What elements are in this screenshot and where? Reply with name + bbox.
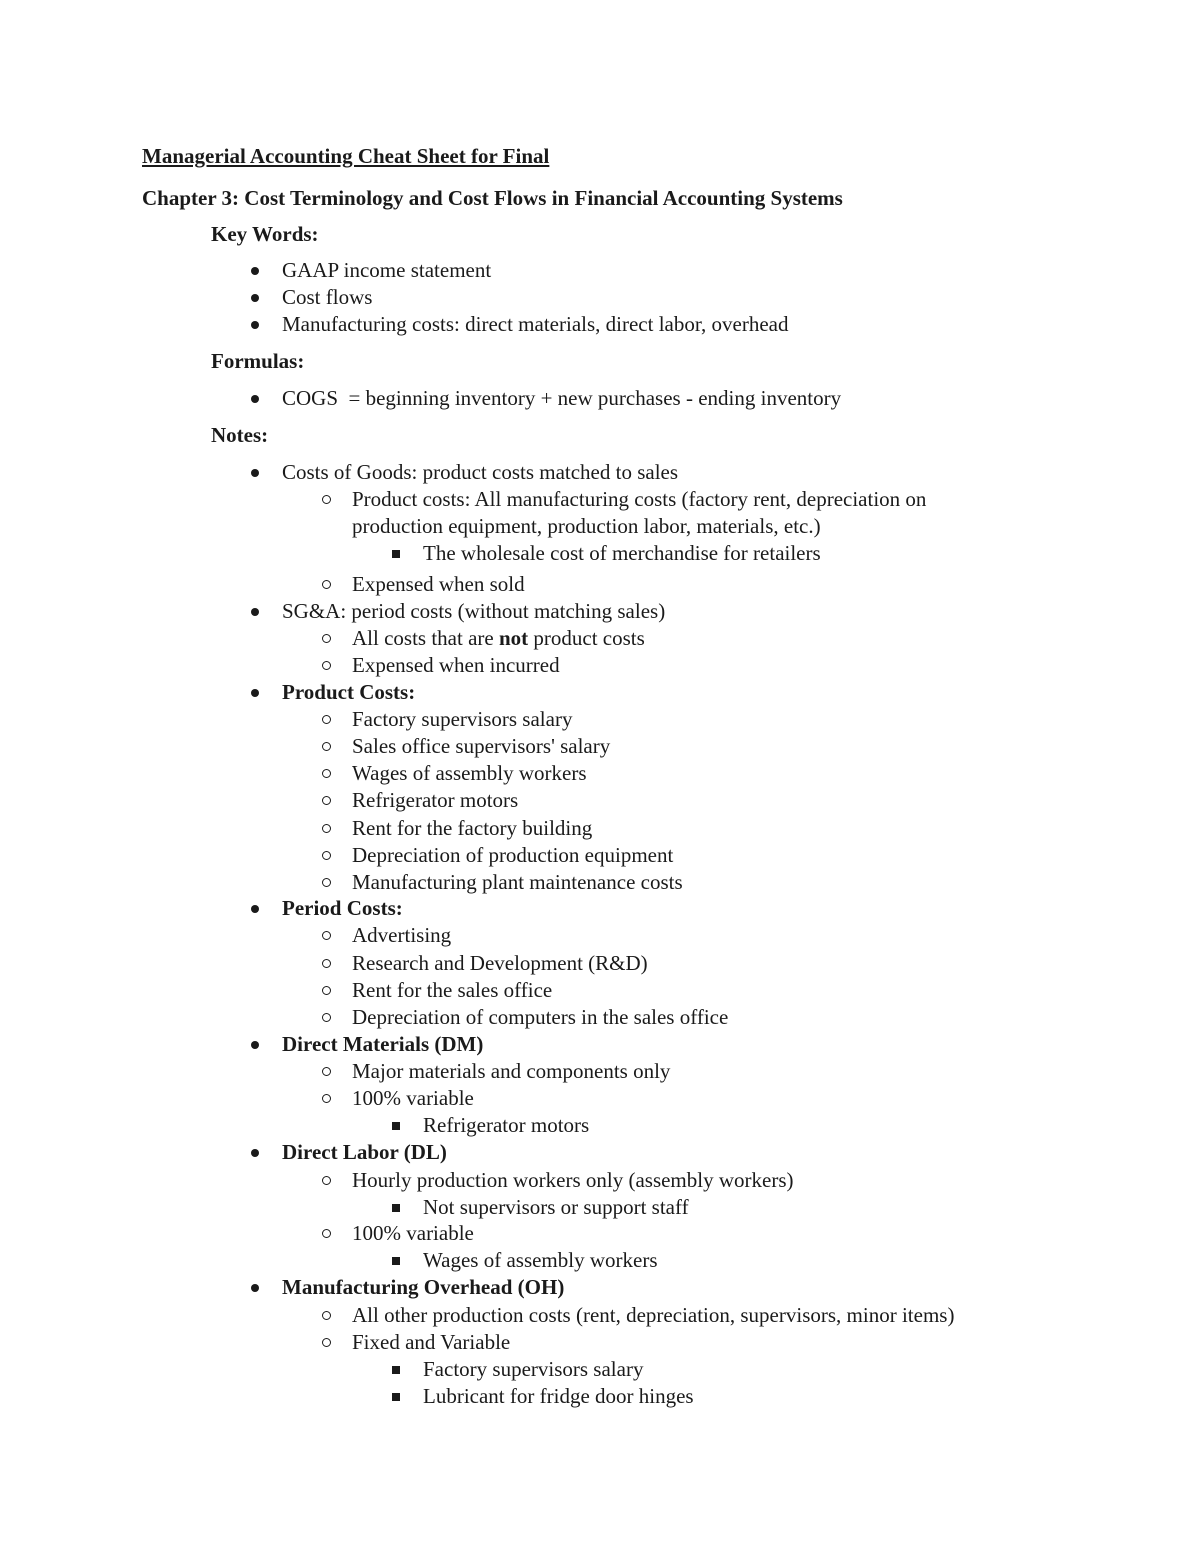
bullet-circle-icon bbox=[316, 950, 336, 977]
bullet-circle-icon bbox=[316, 1085, 336, 1112]
bullet-dot-icon bbox=[245, 284, 265, 311]
bullet-dot-icon bbox=[245, 385, 265, 412]
key-words-heading: Key Words: bbox=[211, 222, 319, 246]
bullet-circle-icon bbox=[316, 652, 336, 679]
bullet-dot-icon bbox=[245, 1139, 265, 1166]
bullet-square-icon bbox=[386, 1383, 406, 1410]
bullet-circle-icon bbox=[316, 625, 336, 652]
bullet-dot-icon bbox=[245, 598, 265, 625]
bullet-circle-icon bbox=[316, 869, 336, 896]
bullet-circle-icon bbox=[316, 977, 336, 1004]
bullet-square-icon bbox=[386, 1194, 406, 1221]
document-title: Managerial Accounting Cheat Sheet for Final bbox=[142, 144, 550, 168]
notes-heading: Notes: bbox=[211, 423, 269, 447]
bullet-square-icon bbox=[386, 1247, 406, 1274]
document-page: Managerial Accounting Cheat Sheet for Final Chapter 3: Cost Terminology and Cost Flows in Financial Accounting Systems Key Words: GAAP income statement Cost flows Manufacturing costs: direct materials, direct labor, overhead Formulas: COGS = beginning inventory + new purchases - ending inventory Notes: Costs of Goods: product costs matched to sales Product costs: All manufacturing costs (factory rent, depreciation on production equipment, production labor, materials, etc.) The wholesale cost of merchandise for retailers Expensed when sold SG&A: period costs (without matching sales) All costs that are not product costs Expensed when incurred Product Costs: Factory supervisors salary Sales office supervisors' salary Wages of assembly workers Refrigerator motors Rent for the factory building Depreciation of production equipment Manufacturing plant maintenance costs Period Costs: Advertising Research and Development (R&D) Rent for the sales office Depreciation of computers in the sales office Direct Materials (DM) Major materials and components only 100% variable Refrigerator motors Direct Labor (DL) Hourly production workers only (assembly workers) Not supervisors or support staff 100% variable Wages of assembly workers Manufacturing Overhead (OH) All other production costs (rent, depreciation, supervisors, minor items) Fixed and Variable Factory supervisors salary Lubricant for fridge door hinges bbox=[142, 144, 955, 1408]
bullet-dot-icon bbox=[245, 311, 265, 338]
bullet-circle-icon bbox=[316, 922, 336, 949]
bullet-circle-icon bbox=[316, 486, 336, 513]
bullet-dot-icon bbox=[245, 257, 265, 284]
bullet-circle-icon bbox=[316, 815, 336, 842]
bullet-circle-icon bbox=[316, 787, 336, 814]
bullet-circle-icon bbox=[316, 842, 336, 869]
bullet-square-icon bbox=[386, 540, 406, 567]
bullet-dot-icon bbox=[245, 1274, 265, 1301]
bullet-dot-icon bbox=[245, 459, 265, 486]
bullet-circle-icon bbox=[316, 760, 336, 787]
bullet-square-icon bbox=[386, 1112, 406, 1139]
bullet-circle-icon bbox=[316, 706, 336, 733]
bullet-circle-icon bbox=[316, 1004, 336, 1031]
formulas-heading: Formulas: bbox=[211, 349, 305, 373]
bullet-circle-icon bbox=[316, 1167, 336, 1194]
emphasis-not: not bbox=[498, 626, 529, 650]
chapter-heading: Chapter 3: Cost Terminology and Cost Flows in Financial Accounting Systems bbox=[142, 186, 843, 210]
bullet-circle-icon bbox=[316, 1058, 336, 1085]
bullet-circle-icon bbox=[316, 571, 336, 598]
bullet-dot-icon bbox=[245, 895, 265, 922]
bullet-circle-icon bbox=[316, 733, 336, 760]
bullet-circle-icon bbox=[316, 1329, 336, 1356]
bullet-circle-icon bbox=[316, 1220, 336, 1247]
bullet-square-icon bbox=[386, 1356, 406, 1383]
bullet-circle-icon bbox=[316, 1302, 336, 1329]
bullet-dot-icon bbox=[245, 1031, 265, 1058]
bullet-dot-icon bbox=[245, 679, 265, 706]
